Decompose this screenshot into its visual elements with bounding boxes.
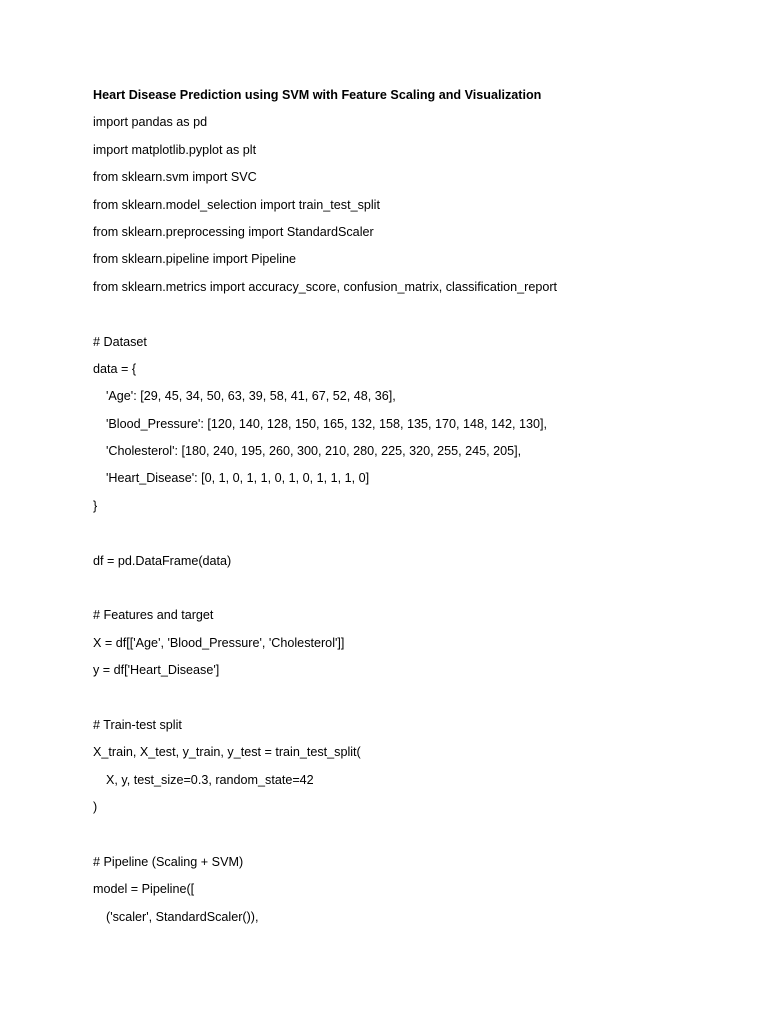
code-line: X = df[['Age', 'Blood_Pressure', 'Cholesterol']] bbox=[93, 635, 345, 650]
code-line: from sklearn.preprocessing import StandardScaler bbox=[93, 224, 374, 239]
code-line: from sklearn.svm import SVC bbox=[93, 170, 257, 185]
blank-line bbox=[93, 524, 733, 551]
blank-line bbox=[93, 826, 733, 853]
code-line: model = Pipeline([ bbox=[93, 882, 195, 897]
code-comment: # Dataset bbox=[93, 334, 147, 349]
code-line: from sklearn.pipeline import Pipeline bbox=[93, 252, 296, 267]
code-line: from sklearn.metrics import accuracy_score, confusion_matrix, classification_report bbox=[93, 279, 558, 294]
code-line: } bbox=[93, 498, 98, 513]
code-line: df = pd.DataFrame(data) bbox=[93, 553, 232, 568]
code-comment: # Train-test split bbox=[93, 717, 182, 732]
code-line: from sklearn.model_selection import train_test_split bbox=[93, 197, 380, 212]
document-title: Heart Disease Prediction using SVM with Feature Scaling and Visualization bbox=[93, 88, 542, 102]
code-line: ) bbox=[93, 800, 98, 815]
code-line: import matplotlib.pyplot as plt bbox=[93, 142, 257, 157]
code-line: 'Blood_Pressure': [120, 140, 128, 150, 165, 132, 158, 135, 170, 148, 142, 130], bbox=[106, 416, 548, 431]
code-line: import pandas as pd bbox=[93, 115, 208, 130]
code-line: 'Cholesterol': [180, 240, 195, 260, 300, 210, 280, 225, 320, 255, 245, 205], bbox=[106, 444, 522, 459]
code-comment: # Pipeline (Scaling + SVM) bbox=[93, 854, 244, 869]
blank-line bbox=[93, 689, 733, 716]
code-line: X_train, X_test, y_train, y_test = train_test_split( bbox=[93, 745, 361, 760]
code-line: 'Heart_Disease': [0, 1, 0, 1, 1, 0, 1, 0, 1, 1, 1, 0] bbox=[106, 471, 370, 486]
code-line: ('scaler', StandardScaler()), bbox=[106, 909, 259, 924]
code-line: X, y, test_size=0.3, random_state=42 bbox=[106, 772, 314, 787]
document-body bbox=[93, 86, 733, 935]
blank-line bbox=[93, 579, 733, 606]
blank-line bbox=[93, 305, 733, 332]
code-line: data = { bbox=[93, 361, 137, 376]
code-line: 'Age': [29, 45, 34, 50, 63, 39, 58, 41, 67, 52, 48, 36], bbox=[106, 389, 396, 404]
code-comment: # Features and target bbox=[93, 608, 214, 623]
code-line: y = df['Heart_Disease'] bbox=[93, 663, 220, 678]
